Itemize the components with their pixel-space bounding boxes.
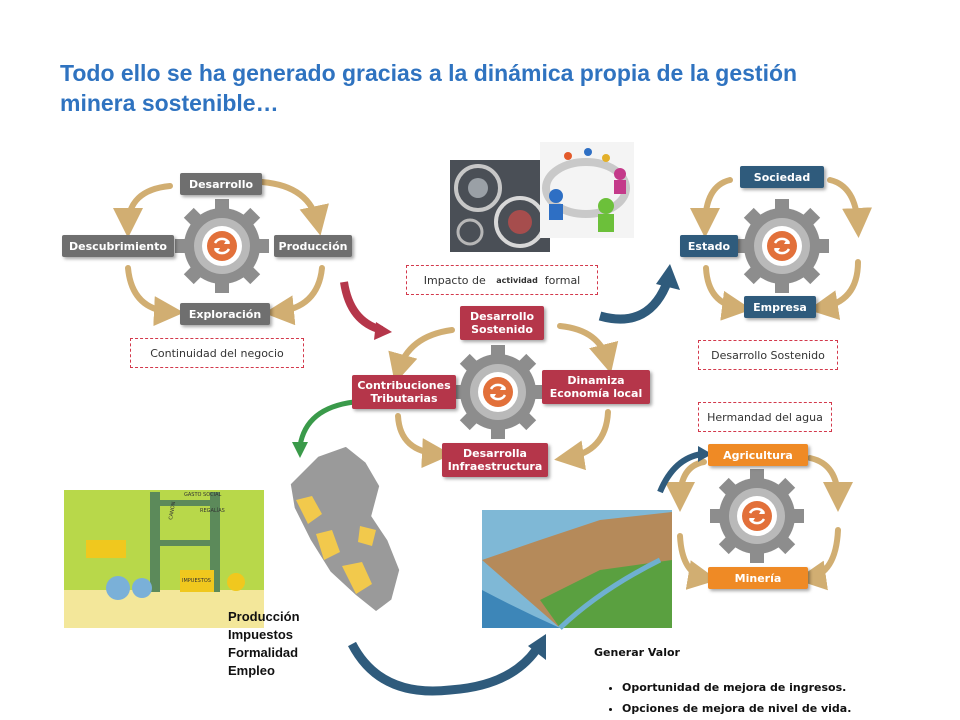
label-produccion: Producción (274, 235, 352, 257)
arrow-bottom (352, 644, 536, 691)
value-bullet: • Oportunidad de mejora de ingresos. (622, 681, 851, 694)
label-impuestos: IMPUESTOS (182, 578, 211, 584)
impact-prefix: Impacto de (423, 273, 486, 287)
label-contribuciones: Contribuciones Tributarias (352, 375, 456, 409)
production-item: Empleo (228, 663, 275, 678)
label-mineria: Minería (708, 567, 808, 589)
arrow-green (300, 402, 354, 446)
gear-icon (710, 469, 804, 563)
people-network-image (540, 142, 634, 238)
label-exploracion: Exploración (180, 303, 270, 325)
landscape-image (482, 510, 672, 628)
gear-icon (735, 199, 829, 293)
value-heading: Generar Valor (594, 646, 680, 659)
gear-icon (175, 199, 269, 293)
note-continuidad: Continuidad del negocio (130, 338, 304, 368)
production-item: Impuestos (228, 627, 294, 642)
label-descubrimiento: Descubrimiento (62, 235, 174, 257)
production-list (228, 608, 300, 680)
value-bullets (594, 681, 851, 715)
label-gasto: GASTO SOCIAL (184, 492, 222, 498)
value-bullet: • Opciones de mejora de nivel de vida. (622, 702, 851, 715)
note-desarrollo-sostenido: Desarrollo Sostenido (698, 340, 838, 370)
value-section (594, 646, 851, 715)
arrow-blue (600, 280, 668, 319)
peru-map (290, 446, 400, 612)
page-title: Todo ello se ha generado gracias a la dinámica propia de la gestión minera sostenible… (60, 60, 798, 116)
watch-mechanism-image (450, 160, 550, 252)
label-infraestructura: Desarrolla Infraestructura (442, 443, 548, 477)
production-item: Formalidad (228, 645, 299, 660)
label-desarrollo: Desarrollo (180, 173, 262, 195)
label-desarrollo-sostenido: Desarrollo Sostenido (460, 306, 544, 340)
note-hermandad: Hermandad del agua (698, 402, 832, 432)
label-canon: CANON (168, 501, 178, 521)
impact-middle: actividad (496, 275, 538, 285)
label-regalias: REGALÍAS (200, 508, 225, 514)
note-impacto (406, 265, 598, 295)
production-item: Producción (228, 609, 300, 624)
label-agricultura: Agricultura (708, 444, 808, 466)
impact-suffix: formal (544, 273, 581, 287)
gear-icon (451, 345, 545, 439)
label-empresa: Empresa (744, 296, 816, 318)
label-sociedad: Sociedad (740, 166, 824, 188)
label-dinamiza: Dinamiza Economía local (542, 370, 650, 404)
label-estado: Estado (680, 235, 738, 257)
